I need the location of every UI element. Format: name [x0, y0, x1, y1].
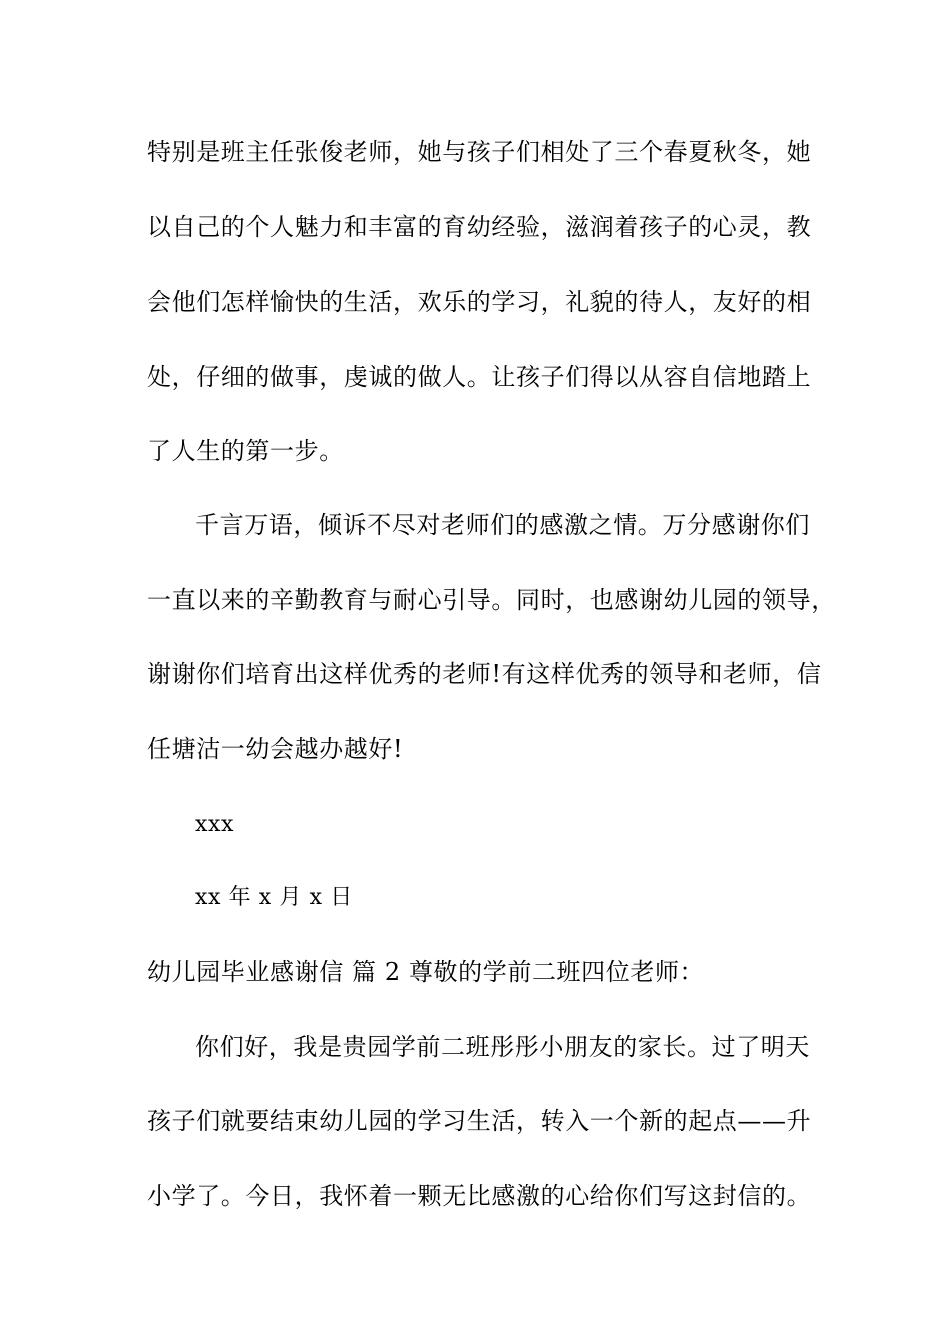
signature-name: xxx: [195, 812, 235, 837]
signature-date: xx 年 x 月 x 日: [195, 885, 353, 910]
paragraph-line: 谢谢你们培育出这样优秀的老师!有这样优秀的领导和老师，信: [147, 660, 822, 688]
paragraph-line: 处，仔细的做事，虔诚的做人。让孩子们得以从容自信地踏上: [147, 363, 812, 391]
paragraph-line: 千言万语，倾诉不尽对老师们的感激之情。万分感谢你们: [195, 511, 810, 539]
paragraph-line: 任塘沽一幼会越办越好!: [147, 735, 404, 763]
paragraph-line: 了人生的第一步。: [147, 437, 344, 465]
paragraph-line: 会他们怎样愉快的生活，欢乐的学习，礼貌的待人，友好的相: [147, 288, 812, 316]
paragraph-line: 特别是班主任张俊老师，她与孩子们相处了三个春夏秋冬，她: [147, 138, 812, 166]
paragraph-line: 孩子们就要结束幼儿园的学习生活，转入一个新的起点——升: [147, 1107, 812, 1135]
paragraph-line: 你们好，我是贵园学前二班彤彤小朋友的家长。过了明天: [195, 1033, 810, 1061]
paragraph-line: 小学了。今日，我怀着一颗无比感激的心给你们写这封信的。: [147, 1182, 812, 1210]
paragraph-line: 以自己的个人魅力和丰富的育幼经验，滋润着孩子的心灵，教: [147, 213, 812, 241]
letter-heading: 幼儿园毕业感谢信 篇 2 尊敬的学前二班四位老师：: [147, 958, 705, 986]
paragraph-line: 一直以来的辛勤教育与耐心引导。同时，也感谢幼儿园的领导，: [147, 586, 836, 614]
